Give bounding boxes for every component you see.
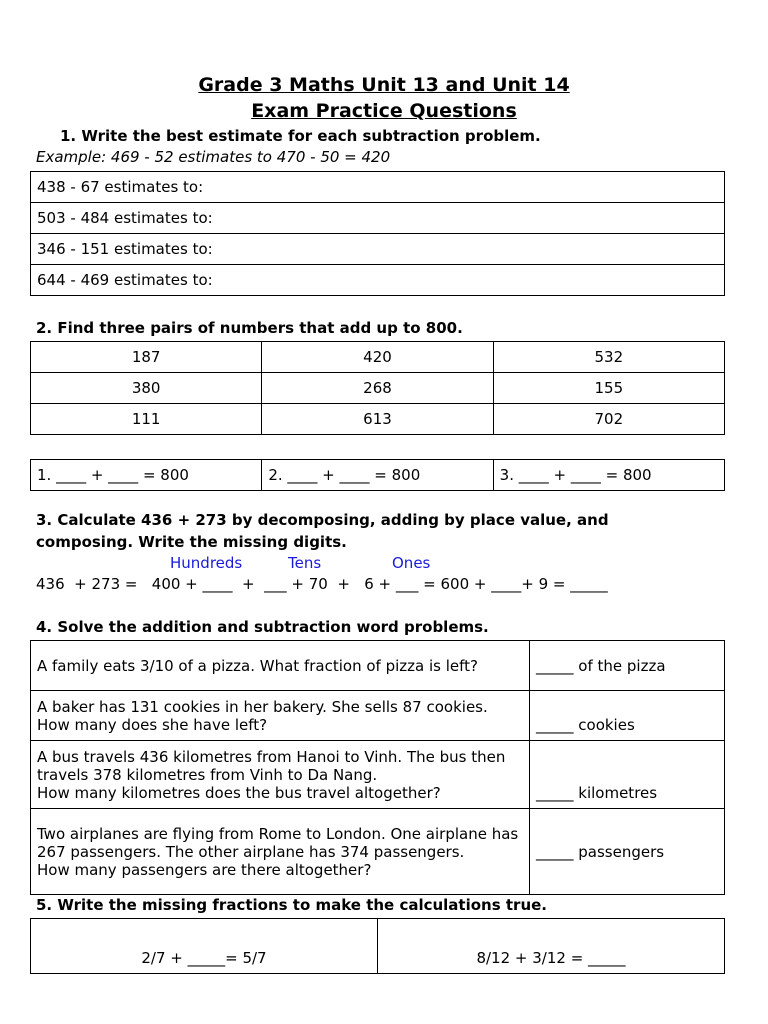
estimate-row[interactable]: 346 - 151 estimates to:: [31, 234, 725, 265]
word-problem-text: A family eats 3/10 of a pizza. What fraction of pizza is left?: [31, 641, 530, 691]
label-tens: Tens: [288, 554, 322, 572]
pair-answer-1[interactable]: 1. ____ + ____ = 800: [31, 460, 262, 491]
estimate-row[interactable]: 503 - 484 estimates to:: [31, 203, 725, 234]
number-cell: 702: [493, 404, 724, 435]
question-3-heading-line2: composing. Write the missing digits.: [36, 533, 347, 551]
estimate-row[interactable]: 438 - 67 estimates to:: [31, 172, 725, 203]
pair-answer-3[interactable]: 3. ____ + ____ = 800: [493, 460, 724, 491]
number-cell: 532: [493, 342, 724, 373]
question-1-example: Example: 469 - 52 estimates to 470 - 50 = 420: [36, 148, 391, 166]
number-cell: 155: [493, 373, 724, 404]
label-hundreds: Hundreds: [170, 554, 243, 572]
word-problem-text: A bus travels 436 kilometres from Hanoi to Vinh. The bus then travels 378 kilometres from Vinh to Da Nang. How many kilometres does the bus travel altogether?: [31, 741, 530, 809]
number-cell: 268: [262, 373, 493, 404]
number-cell: 111: [31, 404, 262, 435]
page-title-line2: Exam Practice Questions: [251, 100, 517, 122]
question-1-heading: 1. Write the best estimate for each subtraction problem.: [60, 127, 541, 145]
number-cell: 613: [262, 404, 493, 435]
question-2-heading: 2. Find three pairs of numbers that add up to 800.: [36, 319, 463, 337]
fraction-cell-1[interactable]: 2/7 + _____= 5/7: [31, 919, 378, 974]
page-title-line1: Grade 3 Maths Unit 13 and Unit 14: [198, 74, 570, 96]
decomposition-equation[interactable]: 436 + 273 = 400 + ____ + ___ + 70 + 6 + ___ = 600 + ____+ 9 = _____: [36, 575, 608, 593]
pair-answer-2[interactable]: 2. ____ + ____ = 800: [262, 460, 493, 491]
number-cell: 420: [262, 342, 493, 373]
word-problem-text: Two airplanes are flying from Rome to London. One airplane has 267 passengers. The other airplane has 374 passengers. How many passengers are there altogether?: [31, 809, 530, 895]
word-problem-answer[interactable]: _____ passengers: [530, 809, 725, 895]
estimate-row[interactable]: 644 - 469 estimates to:: [31, 265, 725, 296]
word-problem-text: A baker has 131 cookies in her bakery. She sells 87 cookies. How many does she have left?: [31, 691, 530, 741]
pairs-answer-table: [30, 459, 725, 491]
word-problem-table: [30, 640, 725, 895]
word-problem-answer[interactable]: _____ of the pizza: [530, 641, 725, 691]
word-problem-answer[interactable]: _____ kilometres: [530, 741, 725, 809]
fraction-cell-2[interactable]: 8/12 + 3/12 = _____: [378, 919, 725, 974]
question-4-heading: 4. Solve the addition and subtraction word problems.: [36, 618, 489, 636]
number-cell: 380: [31, 373, 262, 404]
number-grid: [30, 341, 725, 435]
word-problem-answer[interactable]: _____ cookies: [530, 691, 725, 741]
fraction-table: [30, 918, 725, 974]
question-3-heading-line1: 3. Calculate 436 + 273 by decomposing, adding by place value, and: [36, 511, 609, 529]
label-ones: Ones: [392, 554, 431, 572]
number-cell: 187: [31, 342, 262, 373]
estimate-table: [30, 171, 725, 296]
question-5-heading: 5. Write the missing fractions to make the calculations true.: [36, 896, 547, 914]
